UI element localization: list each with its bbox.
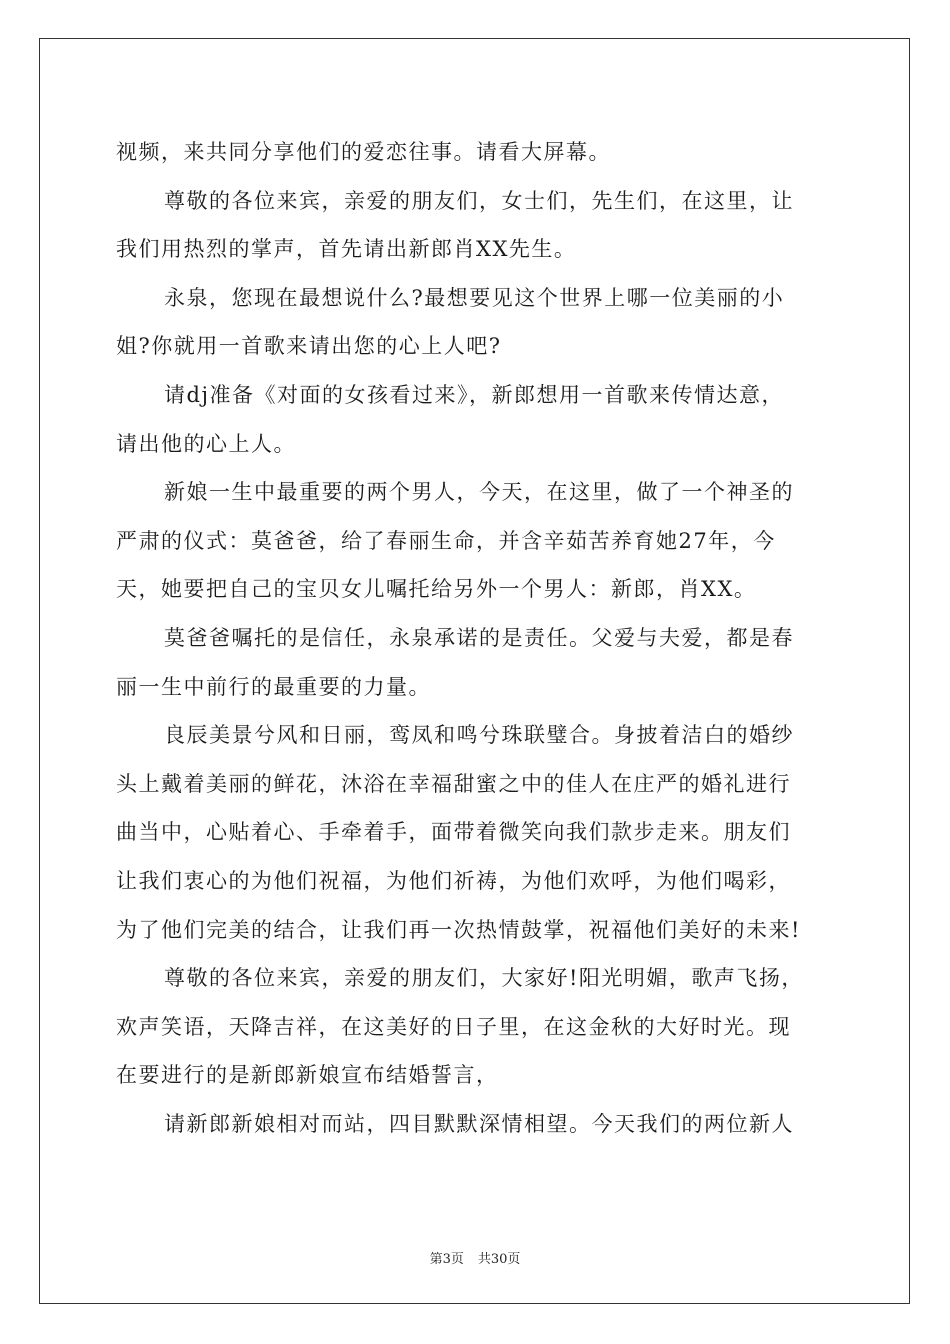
text-line: 姐?你就用一首歌来请出您的心上人吧? — [116, 334, 502, 359]
text-line: 在要进行的是新郎新娘宣布结婚誓言， — [116, 1063, 499, 1088]
text-line: 我们用热烈的掌声，首先请出新郎肖XX先生。 — [116, 237, 577, 262]
text-line: 严肃的仪式：莫爸爸，给了春丽生命，并含辛茹苦养育她27年，今 — [116, 528, 776, 553]
total-pages-label: 共30页 — [477, 1252, 521, 1267]
text-line: 新娘一生中最重要的两个男人，今天，在这里，做了一个神圣的 — [164, 480, 794, 505]
text-line: 头上戴着美丽的鲜花，沐浴在幸福甜蜜之中的佳人在庄严的婚礼进行 — [116, 771, 791, 796]
text-line: 丽一生中前行的最重要的力量。 — [116, 674, 431, 699]
text-line: 请dj准备《对面的女孩看过来》，新郎想用一首歌来传情达意， — [164, 382, 784, 407]
text-line: 让我们衷心的为他们祝福，为他们祈祷，为他们欢呼，为他们喝彩， — [116, 868, 791, 893]
text-line: 尊敬的各位来宾，亲爱的朋友们，大家好!阳光明媚，歌声飞扬， — [164, 966, 804, 991]
text-line: 请新郎新娘相对而站，四目默默深情相望。今天我们的两位新人 — [164, 1111, 794, 1136]
document-body — [116, 128, 836, 1148]
text-line: 莫爸爸嘱托的是信任，永泉承诺的是责任。父爱与夫爱，都是春 — [164, 625, 794, 650]
text-line: 视频，来共同分享他们的爱恋往事。请看大屏幕。 — [116, 140, 611, 164]
page-footer — [0, 1248, 950, 1267]
text-line: 尊敬的各位来宾，亲爱的朋友们，女士们，先生们，在这里，让 — [164, 188, 794, 213]
text-line: 请出他的心上人。 — [116, 431, 296, 456]
text-line: 为了他们完美的结合，让我们再一次热情鼓掌，祝福他们美好的未来! — [116, 917, 801, 942]
text-line: 永泉，您现在最想说什么?最想要见这个世界上哪一位美丽的小 — [164, 285, 785, 310]
text-line: 良辰美景兮风和日丽，鸾凤和鸣兮珠联璧合。身披着洁白的婚纱 — [164, 723, 794, 748]
text-line: 天，她要把自己的宝贝女儿嘱托给另外一个男人：新郎，肖XX。 — [116, 577, 757, 602]
text-line: 曲当中，心贴着心、手牵着手，面带着微笑向我们款步走来。朋友们 — [116, 820, 791, 845]
text-line: 欢声笑语，天降吉祥，在这美好的日子里，在这金秋的大好时光。现 — [116, 1014, 791, 1039]
current-page-label: 第3页 — [429, 1252, 464, 1267]
